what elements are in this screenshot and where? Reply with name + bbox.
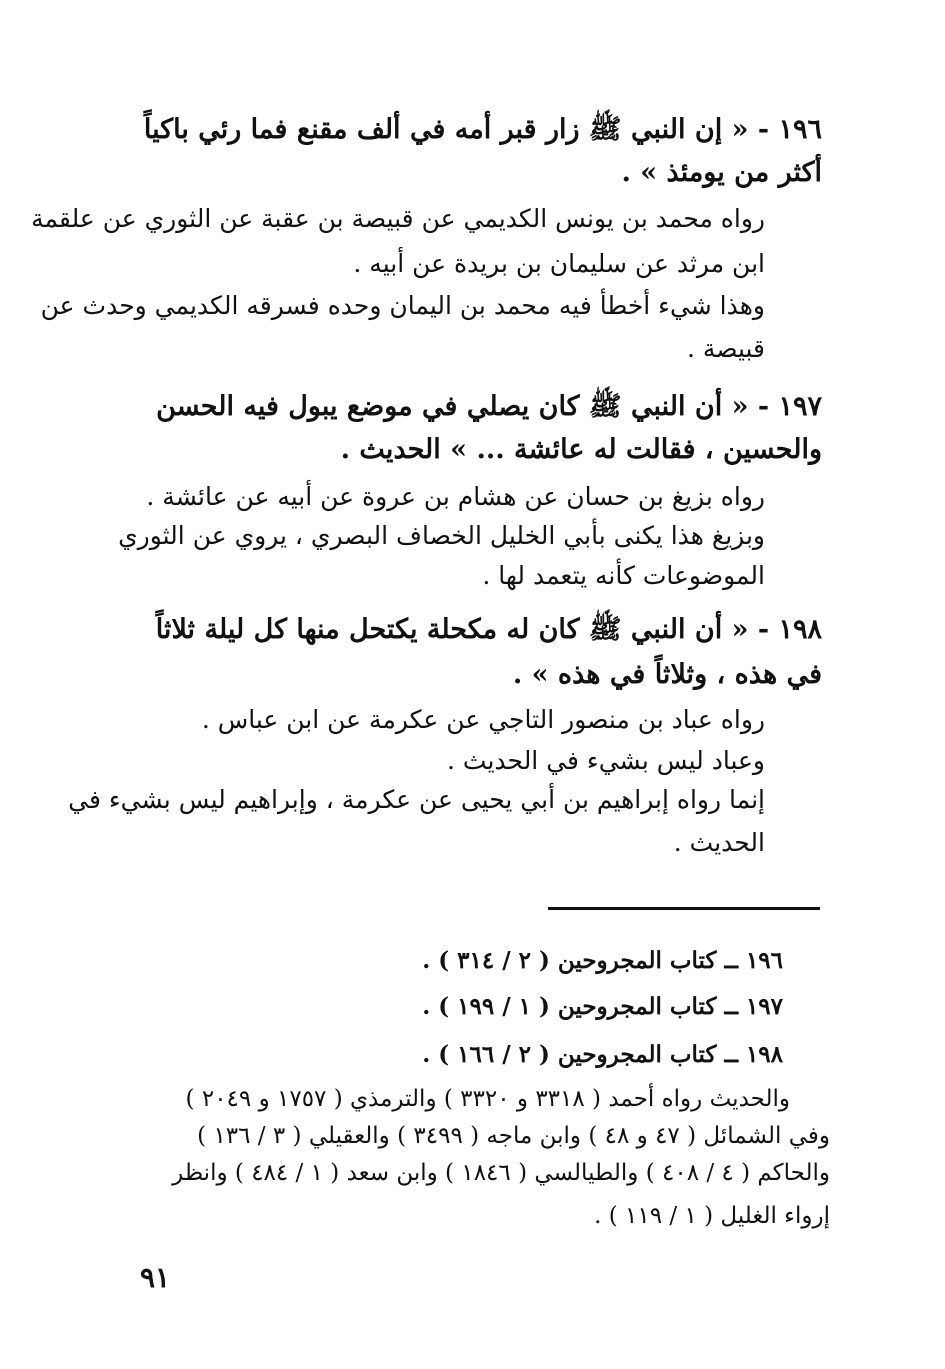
entry-198-body-line-4: الحديث .: [673, 828, 765, 857]
footnote-separator: [548, 907, 820, 910]
entry-197-heading-line-1: ١٩٧ - « أن النبي ﷺ كان يصلي في موضع يبول فيه الحسن: [156, 391, 822, 422]
entry-196-heading-line-1: ١٩٦ - « إن النبي ﷺ زار قبر أمه في ألف مقنع فما رئي باكياً: [143, 114, 822, 145]
entry-197-body-line-3: الموضوعات كأنه يتعمد لها .: [482, 561, 765, 590]
entry-198-body-line-1: رواه عباد بن منصور التاجي عن عكرمة عن ابن عباس .: [201, 705, 765, 734]
entry-196-body-line-1: رواه محمد بن يونس الكديمي عن قبيصة بن عقبة عن الثوري عن علقمة: [31, 204, 765, 233]
entry-197-body-line-1: رواه بزيغ بن حسان عن هشام بن عروة عن أبيه عن عائشة .: [146, 482, 765, 511]
footnote-ref-198: ١٩٨ ــ كتاب المجروحين ( ٢ / ١٦٦ ) .: [422, 1041, 783, 1068]
footnote-ref-196: ١٩٦ ــ كتاب المجروحين ( ٢ / ٣١٤ ) .: [422, 947, 783, 974]
entry-196-body-line-2: ابن مرثد عن سليمان بن بريدة عن أبيه .: [353, 249, 765, 278]
entry-198-body-line-2: وعباد ليس بشيء في الحديث .: [447, 746, 765, 775]
entry-196-body-line-4: قبيصة .: [686, 334, 765, 363]
footnote-paragraph-line-1: والحديث رواه أحمد ( ٣٣١٨ و ٣٣٢٠ ) والترمذي ( ١٧٥٧ و ٢٠٤٩ ): [185, 1086, 790, 1112]
footnote-paragraph-line-4: إرواء الغليل ( ١ / ١١٩ ) .: [594, 1203, 830, 1229]
entry-196-body-line-3: وهذا شيء أخطأ فيه محمد بن اليمان وحده فسرقه الكديمي وحدث عن: [40, 291, 765, 320]
entry-197-heading-line-2: والحسين ، فقالت له عائشة ... » الحديث .: [340, 434, 822, 465]
page-number: ٩١: [140, 1261, 171, 1294]
entry-198-body-line-3: إنما رواه إبراهيم بن أبي يحيى عن عكرمة ، وإبراهيم ليس بشيء في: [68, 785, 765, 814]
entry-197-body-line-2: وبزيغ هذا يكنى بأبي الخليل الخصاف البصري ، يروي عن الثوري: [118, 521, 765, 550]
entry-198-heading-line-2: في هذه ، وثلاثاً في هذه » .: [512, 659, 822, 690]
footnote-paragraph-line-2: وفي الشمائل ( ٤٧ و ٤٨ ) وابن ماجه ( ٣٤٩٩ ) والعقيلي ( ٣ / ١٣٦ ): [197, 1123, 830, 1149]
entry-196-heading-line-2: أكثر من يومئذ » .: [621, 157, 822, 188]
entry-198-heading-line-1: ١٩٨ - « أن النبي ﷺ كان له مكحلة يكتحل منها كل ليلة ثلاثاً: [155, 614, 822, 645]
footnote-paragraph-line-3: والحاكم ( ٤ / ٤٠٨ ) والطيالسي ( ١٨٤٦ ) وابن سعد ( ١ / ٤٨٤ ) وانظر: [172, 1160, 830, 1186]
footnote-ref-197: ١٩٧ ــ كتاب المجروحين ( ١ / ١٩٩ ) .: [422, 993, 783, 1020]
